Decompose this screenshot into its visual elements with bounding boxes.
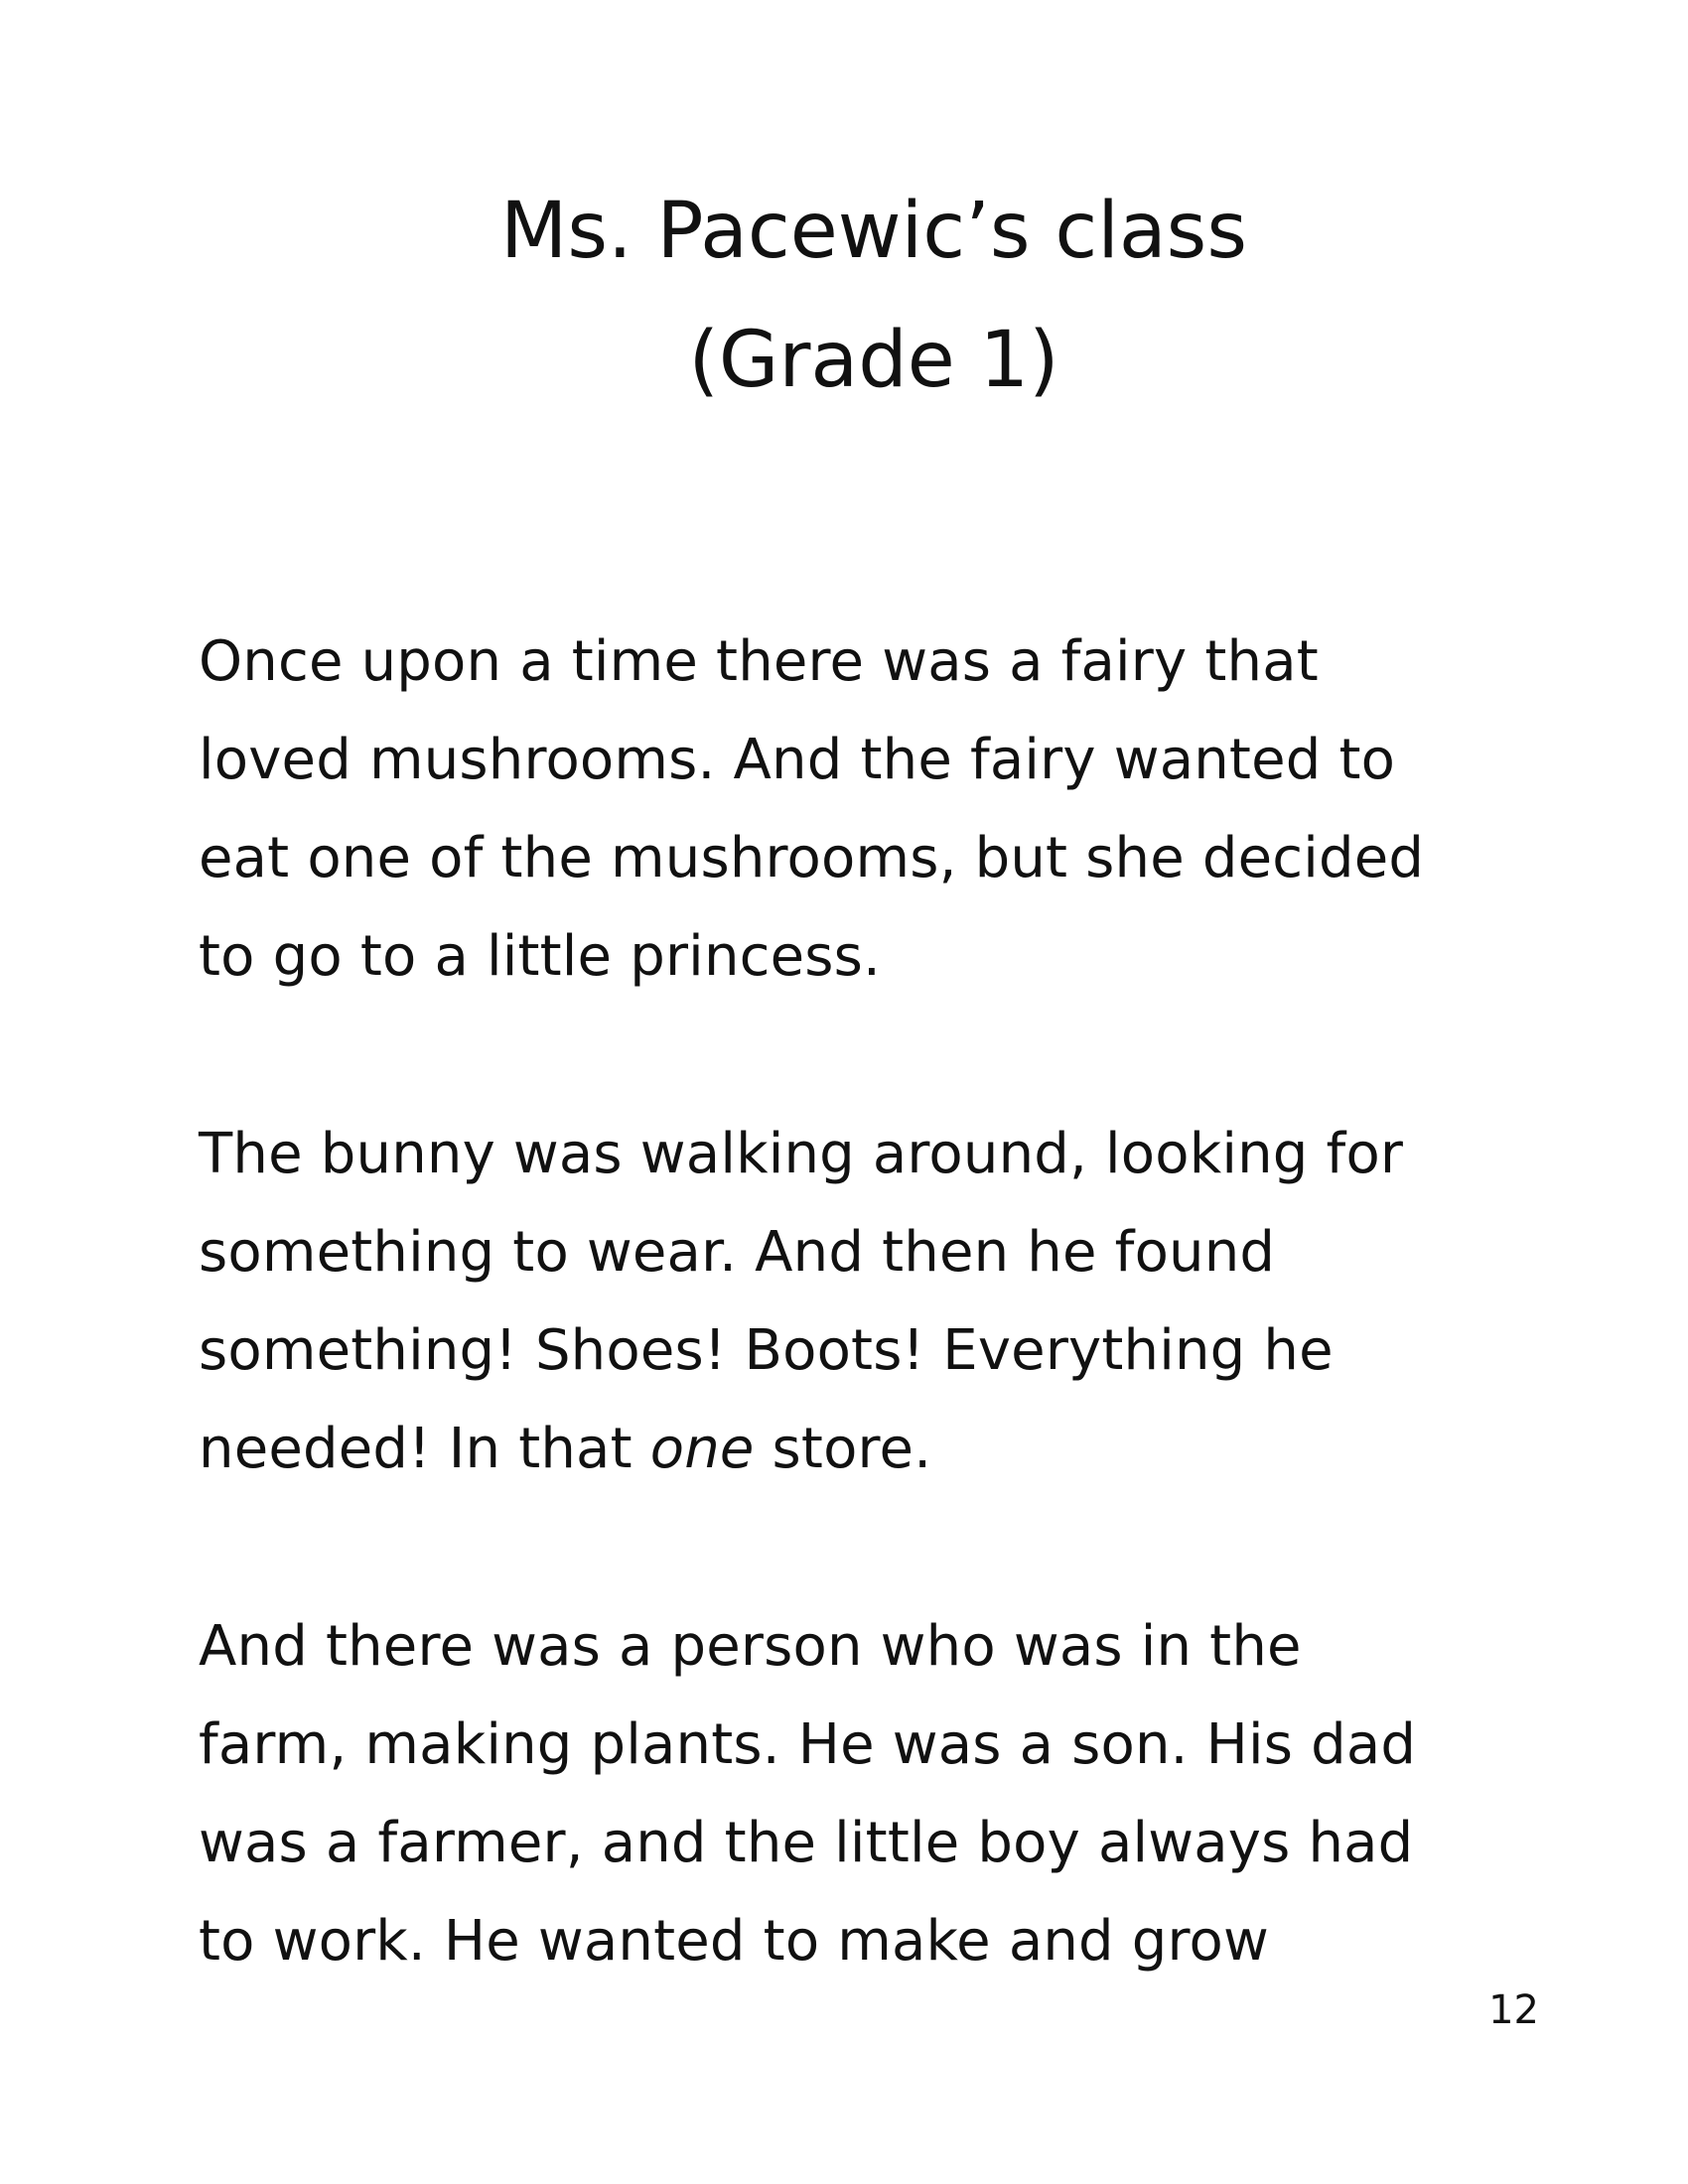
page-title	[0, 167, 1688, 425]
paragraph-line: Once upon a time there was a fairy that	[199, 629, 1319, 694]
emphasized-word: one	[649, 1417, 755, 1481]
text-segment: needed! In that	[199, 1417, 650, 1481]
paragraph-line: And there was a person who was in the	[199, 1614, 1302, 1679]
paragraph-line: loved mushrooms. And the fairy wanted to	[199, 728, 1396, 792]
paragraph-line: was a farmer, and the little boy always had	[199, 1811, 1414, 1875]
paragraph-line	[199, 1400, 1529, 1498]
story-paragraph-2	[199, 1105, 1529, 1498]
title-line-2: (Grade 1)	[688, 316, 1059, 405]
paragraph-line: to go to a little princess.	[199, 924, 882, 989]
text-segment: store.	[754, 1417, 932, 1481]
story-paragraph-1	[199, 613, 1529, 1006]
paragraph-line: farm, making plants. He was a son. His dad	[199, 1712, 1417, 1777]
paragraph-line: The bunny was walking around, looking for	[199, 1122, 1404, 1186]
story-paragraph-3	[199, 1597, 1529, 1990]
paragraph-line: something! Shoes! Boots! Everything he	[199, 1318, 1334, 1383]
title-line-1: Ms. Pacewic’s class	[500, 187, 1247, 276]
paragraph-line: something to wear. And then he found	[199, 1220, 1276, 1285]
paragraph-line: to work. He wanted to make and grow	[199, 1909, 1269, 1974]
page-number: 12	[1488, 1987, 1539, 2033]
paragraph-line: eat one of the mushrooms, but she decided	[199, 826, 1425, 890]
